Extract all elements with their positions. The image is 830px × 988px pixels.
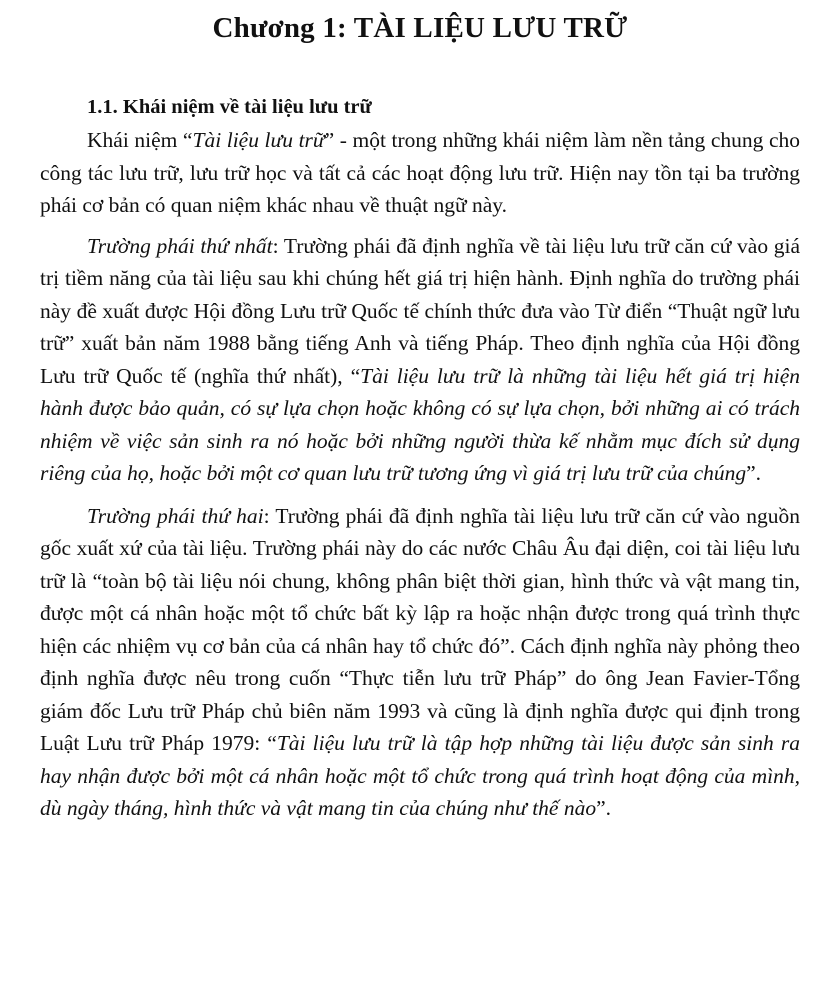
term-archival-document: Tài liệu lưu trữ <box>192 128 325 152</box>
paragraph-lead: Khái niệm “ <box>87 128 193 152</box>
quote-close: ”. <box>746 461 762 485</box>
quote-close: ”. <box>596 796 612 820</box>
paragraph-first-school <box>40 230 800 490</box>
document-page <box>0 8 830 988</box>
school-name-second: Trường phái thứ hai <box>87 503 264 528</box>
paragraph-text: : Trường phái đã định nghĩa về tài liệu lưu trữ căn cứ vào giá trị tiềm năng của tài liệu sau khi chúng hết giá trị hiện hành. Định nghĩa do trường phái này đề xuất được Hội đồng Lưu trữ Quốc tế chính thức đưa vào Từ điển “Thuật ngữ lưu trữ” xuất bản năm 1988 bằng tiếng Anh và tiếng Pháp. Theo định nghĩa của Hội đồng Lưu trữ Quốc tế (nghĩa thứ nhất), “ <box>40 233 800 388</box>
chapter-title: Chương 1: TÀI LIỆU LƯU TRỮ <box>212 12 628 44</box>
paragraph-concept-intro <box>40 124 800 222</box>
definition-quote-first: Tài liệu lưu trữ là những tài liệu hết giá trị hiện hành được bảo quản, có sự lựa chọn hoặc không có sự lựa chọn, bởi những ai có trách nhiệm về việc sản sinh ra nó hoặc bởi những người thừa kế nhằm mục đích sử dụng riêng của họ, hoặc bởi một cơ quan lưu trữ tương ứng vì giá trị lưu trữ của chúng <box>40 363 800 485</box>
section-heading: 1.1. Khái niệm về tài liệu lưu trữ <box>87 96 372 118</box>
definition-quote-second: Tài liệu lưu trữ là tập hợp những tài liệu được sản sinh ra hay nhận được bởi một cá nhân hoặc một tổ chức trong quá trình hoạt động của mình, dù ngày tháng, hình thức và vật mang tin của chúng như thế nào <box>40 731 800 820</box>
paragraph-text: : Trường phái đã định nghĩa tài liệu lưu trữ căn cứ vào nguồn gốc xuất xứ của tài liệu. Trường phái này do các nước Châu Âu đại diện, coi tài liệu lưu trữ là “toàn bộ tài liệu nói chung, không phân biệt thời gian, hình thức và vật mang tin, được một cá nhân hoặc một tổ chức bất kỳ lập ra hoặc nhận được trong quá trình thực hiện các nhiệm vụ cơ bản của cá nhân hay tổ chức đó”. Cách định nghĩa này phỏng theo định nghĩa được nêu trong cuốn “Thực tiễn lưu trữ Pháp” do ông Jean Favier-Tổng giám đốc Lưu trữ Pháp chủ biên năm 1993 và cũng là định nghĩa được qui định trong Luật Lưu trữ Pháp 1979: “ <box>40 503 800 755</box>
school-name-first: Trường phái thứ nhất <box>87 233 273 258</box>
paragraph-text: ” - một trong những khái niệm làm nền tảng chung cho công tác lưu trữ, lưu trữ học và tất cả các hoạt động lưu trữ. Hiện nay tồn tại ba trường phái cơ bản có quan niệm khác nhau về thuật ngữ này. <box>40 128 801 217</box>
paragraph-second-school <box>40 500 800 825</box>
